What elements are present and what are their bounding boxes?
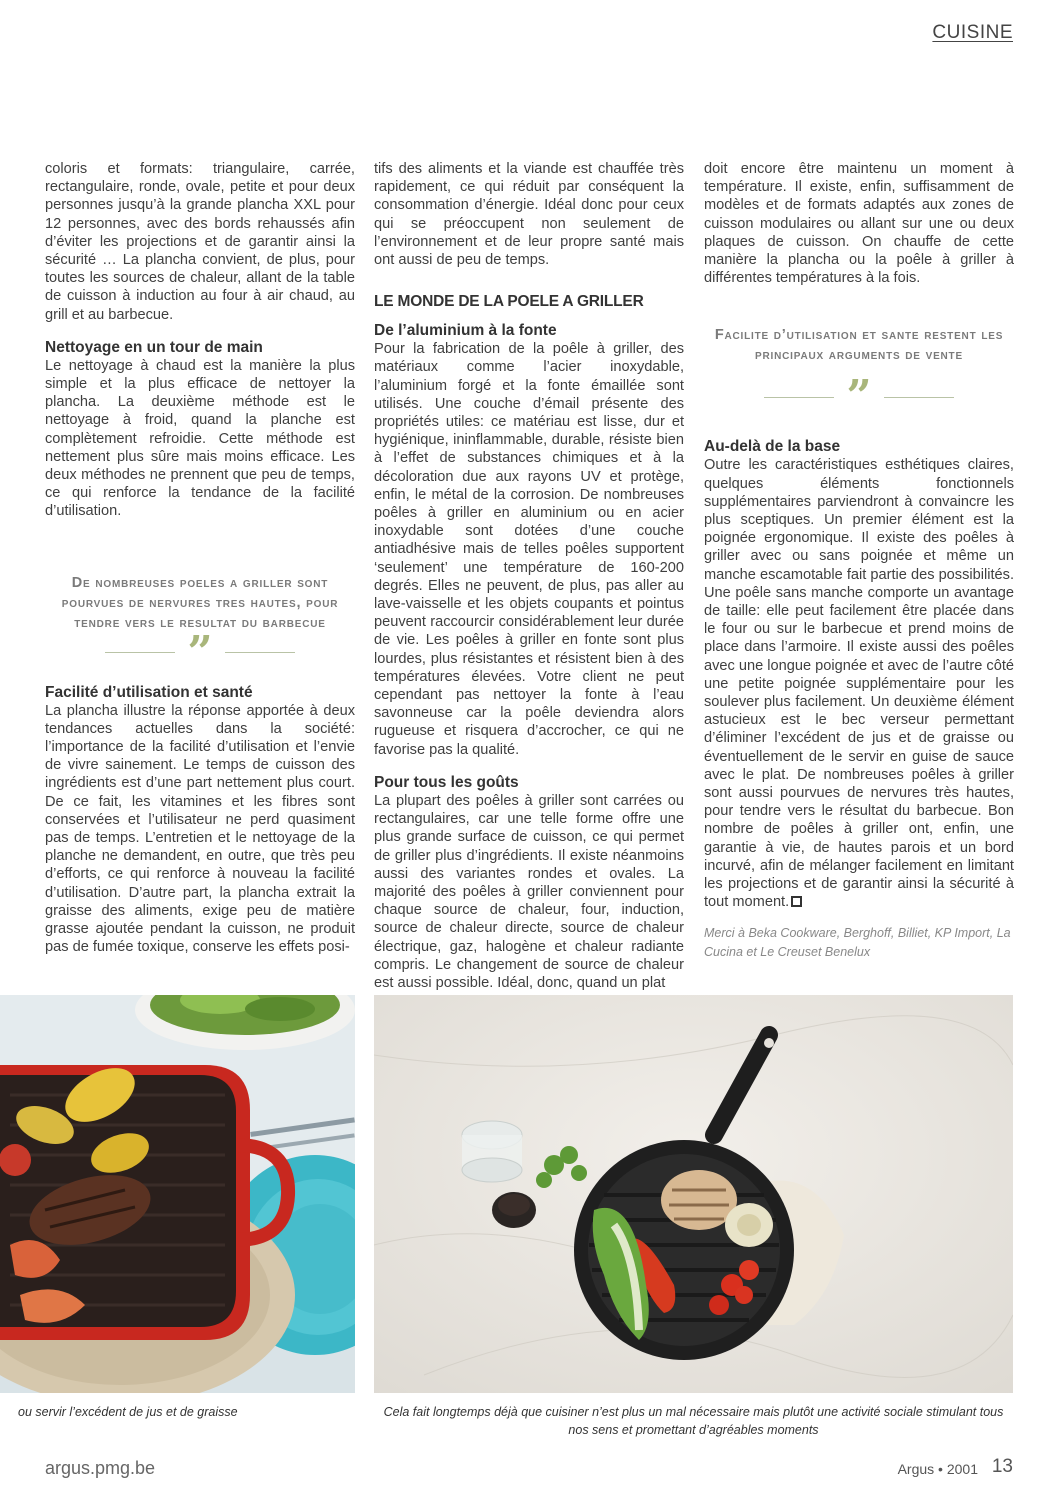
footer-url: argus.pmg.be bbox=[45, 1458, 156, 1478]
subheading-gouts: Pour tous les goûts bbox=[374, 773, 519, 791]
pull-quote-1 bbox=[45, 573, 355, 678]
quote-mark-icon: ” bbox=[187, 626, 213, 678]
subheading-facilite: Facilité d’utilisation et santé bbox=[45, 683, 253, 701]
section-tag: CUISINE bbox=[932, 22, 1013, 43]
paragraph: Pour la fabrication de la poêle à griller, des matériaux comme l’acier inoxydable, l’aluminium forgé et la fonte émaillée sont utilisés. Une couche d’émail présente des propriétés utiles: ce matériau est lisse, dur et hygiénique, ininflammable, durable, résiste bien à l’effet de substances chimiques et à la décoloration due aux rayons UV et protège, enfin, le métal de la corrosion. De nombreuses poêles à griller en aluminium ou en acier inoxydable sont dotées d’une couche antiadhésive mais de telles poêles supportent ‘seulement’ une température de 160-200 degrés. Elles ne peuvent, de plus, pas aller au lave-vaisselle et les objets coupants et pointus peuvent raccourcir considérablement leur durée de vie. Les poêles à griller en fonte sont plus lourdes, plus résistantes et résistent bien à des températures élevées. Votre client ne peut cependant pas nettoyer la fonte à l’eau savonneuse car la poêle deviendra alors rugueuse et risquera d’accrocher, ce qui ne favorise pas la qualité. bbox=[374, 341, 684, 758]
paragraph: Le nettoyage à chaud est la manière la plus simple et la plus efficace de nettoyer la plancha. La deuxième méthode est le nettoyage à froid, quand la planche est complètement refroidie. Cette méthode est nettement plus sûre mais moins efficace. Les deux méthodes ne prennent que peu de temps, ce qui renforce la tendance de la facilité d’utilisation. bbox=[45, 357, 355, 520]
paragraph: La plupart des poêles à griller sont carrées ou rectangulaires, car une telle forme offre une plus grande surface de cuisson, ce qui permet de griller plus d’ingrédients. Il existe néanmoins aussi des variantes rondes et ovales. La majorité des poêles à griller conviennent pour chaque source de chaleur, four, induction, source de chaleur directe, source de chaleur électrique, gaz, halogène et chaleur radiante compris. Le changement de source de chaleur est aussi possible. Idéal, donc, quand un plat bbox=[374, 792, 684, 991]
pull-quote-text: De nombreuses poeles a griller sont pourvues de nervures tres hautes, pour tendre vers le resultat du barbecue bbox=[61, 574, 339, 631]
section-heading: LE MONDE DE LA POELE A GRILLER bbox=[374, 293, 644, 311]
paragraph: doit encore être maintenu un moment à température. Il existe, enfin, suffisamment de modèles et de formats adaptés aux zones de cuisson modulaires ou allant sur une ou deux plaques de cuisson. On chauffe de cette manière la plancha ou la poêle à griller à différentes températures à la fois. bbox=[704, 161, 1014, 287]
paragraph: Outre les caractéristiques esthétiques claires, quelques éléments fonctionnels supplémentaires parviendront à convaincre les plus sceptiques. Un premier élément est la poignée ergonomique. Il existe des poêles à griller avec ou sans poignée et même un manche escamotable fait partie des possibilités. Une poêle sans manche comporte un avantage de taille: elle peut facilement être placée dans le four ou sur le barbecue et prend moins de place dans l’armoire. Il existe aussi des poêles avec une longue poignée et avec de l’autre côté une petite poignée supplémentaire pour les soulever plus facilement. Un deuxième élément astucieux est le bec verseur permettant d’éliminer l’excédent de jus et de graisse ou éventuellement de le servir en guise de sauce avec le plat. De nombreuses poêles à griller sont aussi pourvues de nervures très hautes, pour tendre vers le résultat du barbecue. Bon nombre de poêles à griller ont, enfin, une garantie à vie, de hautes parois et un bord incurvé, afin de mélanger facilement en limitant les projections et de garantir ainsi la sécurité à tout moment. bbox=[704, 457, 1014, 911]
subheading-nettoyage: Nettoyage en un tour de main bbox=[45, 338, 263, 356]
footer-magazine: Argus • 2001 bbox=[897, 1461, 978, 1477]
photo-round-grill-pan bbox=[374, 995, 1013, 1393]
quote-mark-icon: ” bbox=[846, 371, 872, 423]
caption-left: ou servir l’excédent de jus et de graisse bbox=[18, 1405, 238, 1419]
column-2 bbox=[374, 160, 684, 992]
subheading-base: Au-delà de la base bbox=[704, 438, 841, 456]
page-number: 13 bbox=[991, 1456, 1013, 1477]
end-of-article-icon bbox=[791, 896, 802, 907]
quote-divider bbox=[45, 626, 355, 678]
caption-right: Cela fait longtemps déjà que cuisiner n’est plus un mal nécessaire mais plutôt une activité sociale stimulant tous nos sens et promettant d’agréables moments bbox=[383, 1405, 1004, 1437]
paragraph: La plancha illustre la réponse apportée à deux tendances actuelles dans la société: l’importance de la facilité d’utilisation et l’envie de vivre sainement. Le temps de cuisson des ingrédients est d’une part nettement plus court. De ce fait, les vitamines et les fibres sont conservées et l’utilisateur ne perd quasiment pas de temps. L’entretien et le nettoyage de la planche ne demandent, en outre, que très peu d’efforts, ce qui renforce à nouveau la facilité d’utilisation. D’autre part, la plancha extrait la graisse des aliments, exige peu de matière grasse ajoutée pendant la cuisson, ne produit pas de fumée toxique, conserve les effets posi- bbox=[45, 702, 355, 956]
column-3 bbox=[704, 160, 1014, 962]
column-1 bbox=[45, 160, 355, 957]
pull-quote-2 bbox=[704, 325, 1014, 423]
pull-quote-text: Facilite d’utilisation et sante restent les principaux arguments de vente bbox=[714, 327, 1004, 364]
photo-grill-pan-food bbox=[0, 995, 355, 1393]
paragraph: tifs des aliments et la viande est chauffée très rapidement, ce qui réduit par conséquent la consommation d’énergie. Idéal donc pour ceux qui se préoccupent non seulement de l’environnement et de leur propre santé mais ont aussi de peu de temps. bbox=[374, 161, 684, 269]
credits: Merci à Beka Cookware, Berghoff, Billiet, KP Import, La Cucina et Le Creuset Benelux bbox=[704, 925, 1011, 959]
quote-divider bbox=[704, 371, 1014, 423]
subheading-aluminium: De l’aluminium à la fonte bbox=[374, 322, 557, 340]
paragraph: coloris et formats: triangulaire, carrée, rectangulaire, ronde, ovale, petite et pour deux personnes jusqu’à la grande plancha XXL pour 12 personnes, avec des bords rehaussés afin d’éviter les projections et de garantir ainsi la sécurité … La plancha convient, de plus, pour toutes les sources de chaleur, allant de la table de cuisson à induction au four à air chaud, au grill et au barbecue. bbox=[45, 161, 355, 323]
